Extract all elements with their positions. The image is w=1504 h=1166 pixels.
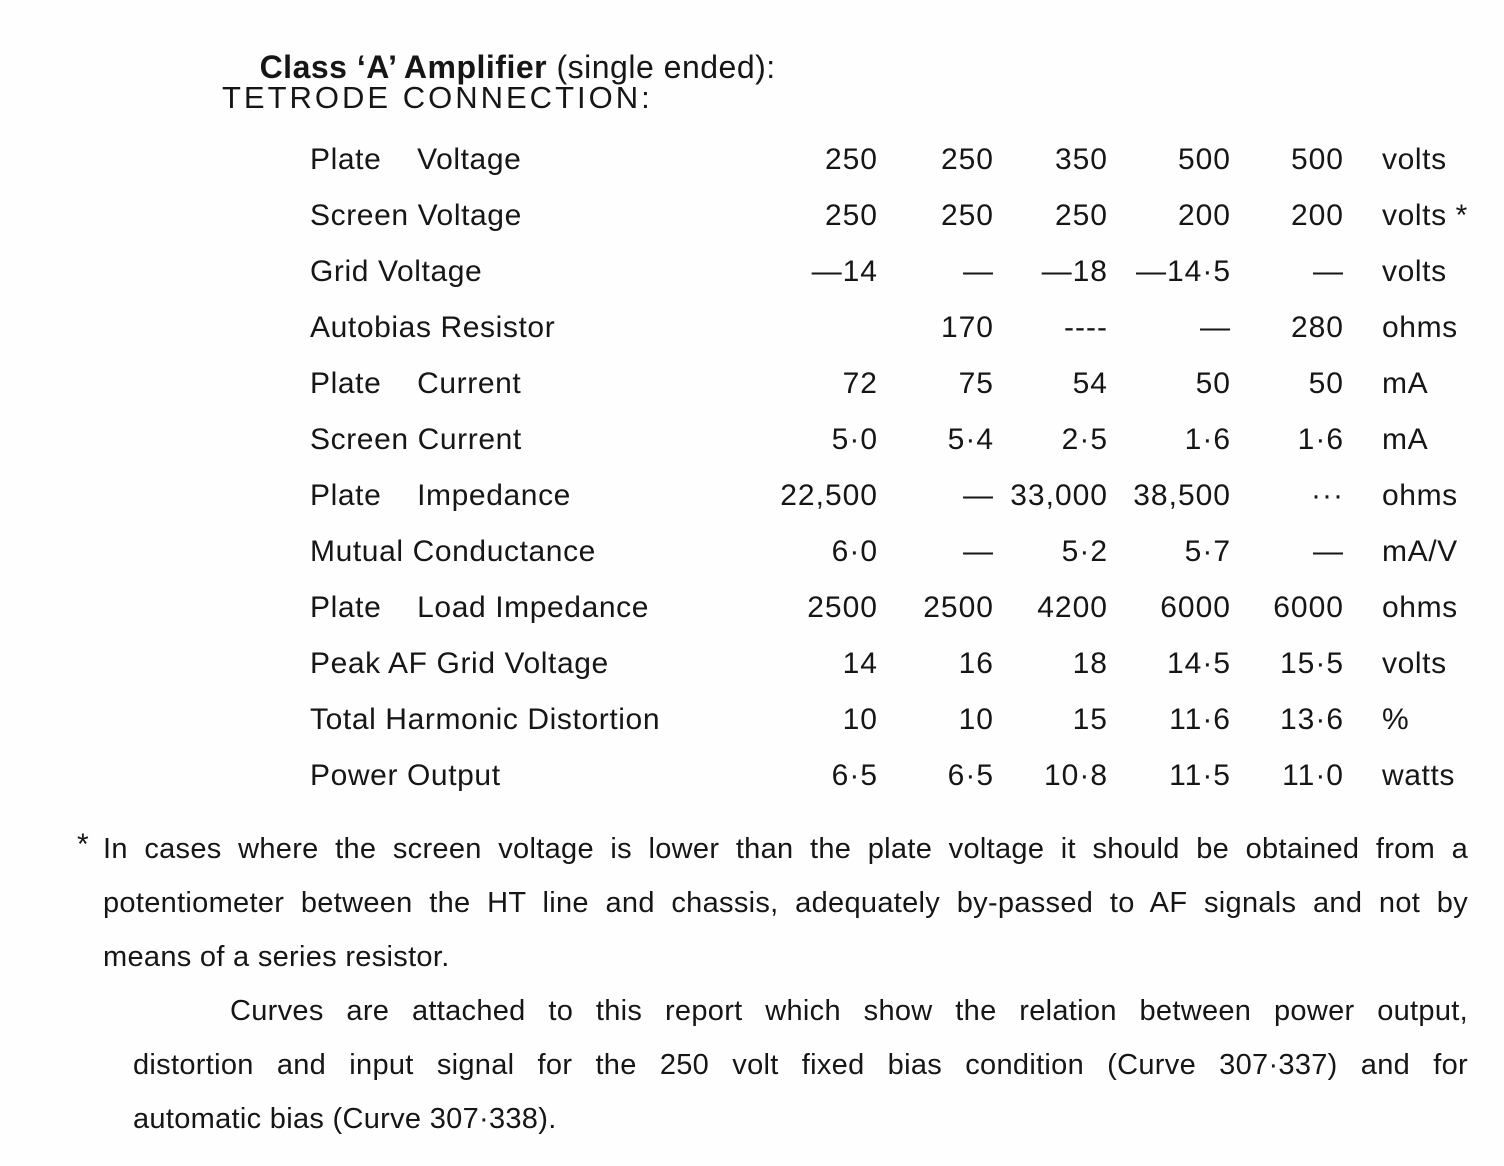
- row-unit: ohms: [1382, 479, 1458, 512]
- row-label: Power Output: [310, 759, 501, 792]
- paragraph-line: automatic bias (Curve 307·338).: [133, 1103, 557, 1135]
- row-label: Grid Voltage: [310, 255, 483, 288]
- row-value: 250: [940, 143, 994, 176]
- row-value: 10: [842, 703, 878, 736]
- row-label: Autobias Resistor: [310, 311, 556, 344]
- row-unit: volts: [1382, 143, 1447, 176]
- table-row: [310, 692, 1494, 748]
- row-value: ----: [1064, 311, 1108, 344]
- row-unit: volts: [1382, 647, 1447, 680]
- row-value: 2500: [807, 591, 878, 624]
- row-value: 250: [824, 143, 878, 176]
- row-unit: ohms: [1382, 311, 1458, 344]
- table-row: [310, 188, 1494, 244]
- row-label: Plate Current: [310, 367, 522, 400]
- row-value: 10: [958, 703, 994, 736]
- table-row: [310, 580, 1494, 636]
- row-value: 5·2: [1061, 535, 1108, 568]
- row-value: 250: [940, 199, 994, 232]
- footnote-line: In cases where the screen voltage is lower than the plate voltage it should be obtained from a: [103, 833, 1468, 865]
- row-value: 2500: [923, 591, 994, 624]
- row-value: 5·7: [1184, 535, 1231, 568]
- footnote-line: means of a series resistor.: [103, 941, 450, 973]
- row-label: Total Harmonic Distortion: [310, 703, 661, 736]
- row-value: 500: [1177, 143, 1231, 176]
- row-value: 72: [842, 367, 878, 400]
- row-value: 14: [842, 647, 878, 680]
- row-value: 250: [824, 199, 878, 232]
- row-value: ···: [1311, 479, 1344, 512]
- row-unit: mA/V: [1382, 535, 1458, 568]
- row-value: 1·6: [1184, 423, 1231, 456]
- table-row: [310, 636, 1494, 692]
- row-value: 200: [1177, 199, 1231, 232]
- row-value: —14: [811, 255, 878, 288]
- table-row: [310, 132, 1494, 188]
- row-value: —: [1200, 311, 1231, 344]
- row-value: 18: [1072, 647, 1108, 680]
- row-value: 15·5: [1279, 647, 1344, 680]
- section-heading: TETRODE CONNECTION:: [222, 80, 653, 115]
- row-unit: mA: [1382, 367, 1429, 400]
- row-value: 11·6: [1169, 703, 1231, 736]
- spec-table: [310, 132, 1494, 804]
- page-title-bold: Class ‘A’ Amplifier: [259, 49, 548, 85]
- row-value: 6·5: [947, 759, 994, 792]
- table-row: [310, 468, 1494, 524]
- row-unit: ohms: [1382, 591, 1458, 624]
- table-row: [310, 244, 1494, 300]
- row-value: —: [963, 535, 994, 568]
- row-value: 10·8: [1043, 759, 1108, 792]
- table-row: [310, 524, 1494, 580]
- row-unit: volts: [1382, 255, 1447, 288]
- row-value: 500: [1290, 143, 1344, 176]
- row-value: 5·0: [831, 423, 878, 456]
- row-value: 170: [940, 311, 994, 344]
- row-value: 13·6: [1279, 703, 1344, 736]
- row-value: 75: [958, 367, 994, 400]
- row-value: 54: [1072, 367, 1108, 400]
- table-row: [310, 300, 1494, 356]
- row-unit: mA: [1382, 423, 1429, 456]
- row-label: Peak AF Grid Voltage: [310, 647, 609, 680]
- body-paragraph: [133, 984, 1468, 1146]
- row-value: 1·6: [1297, 423, 1344, 456]
- row-unit: watts: [1382, 759, 1456, 792]
- row-label: Plate Impedance: [310, 479, 571, 512]
- row-value: 280: [1290, 311, 1344, 344]
- row-value: 5·4: [947, 423, 994, 456]
- row-value: 350: [1054, 143, 1108, 176]
- footnote: [77, 822, 1468, 984]
- row-label: Screen Current: [310, 423, 522, 456]
- row-label: Mutual Conductance: [310, 535, 596, 568]
- row-value: 38,500: [1133, 479, 1231, 512]
- table-row: [310, 748, 1494, 804]
- row-value: —: [1313, 255, 1344, 288]
- row-value: 14·5: [1166, 647, 1231, 680]
- row-value: —: [1313, 535, 1344, 568]
- page-title-rest: (single ended):: [547, 49, 776, 85]
- row-value: —: [963, 255, 994, 288]
- row-value: 6000: [1273, 591, 1344, 624]
- row-value: 11·5: [1169, 759, 1231, 792]
- row-value: 2·5: [1061, 423, 1108, 456]
- row-value: 33,000: [1010, 479, 1108, 512]
- row-value: 6·0: [831, 535, 878, 568]
- row-value: 6·5: [831, 759, 878, 792]
- row-value: 11·0: [1282, 759, 1344, 792]
- row-label: Plate Load Impedance: [310, 591, 650, 624]
- row-value: —18: [1041, 255, 1108, 288]
- paragraph-line: Curves are attached to this report which show the relation between power output,: [230, 995, 1468, 1027]
- row-value: 15: [1072, 703, 1108, 736]
- row-value: 250: [1054, 199, 1108, 232]
- row-label: Screen Voltage: [310, 199, 522, 232]
- row-value: 200: [1290, 199, 1344, 232]
- row-value: 16: [958, 647, 994, 680]
- row-value: 50: [1195, 367, 1231, 400]
- table-row: [310, 412, 1494, 468]
- row-value: —14·5: [1135, 255, 1231, 288]
- row-value: 4200: [1037, 591, 1108, 624]
- row-unit: %: [1382, 703, 1410, 736]
- row-unit: volts *: [1382, 199, 1468, 232]
- row-value: 6000: [1160, 591, 1231, 624]
- table-row: [310, 356, 1494, 412]
- row-value: 50: [1308, 367, 1344, 400]
- paragraph-line: distortion and input signal for the 250 volt fixed bias condition (Curve 307·337) and for: [133, 1049, 1468, 1081]
- asterisk-icon: *: [77, 828, 89, 861]
- row-label: Plate Voltage: [310, 143, 522, 176]
- footnote-line: potentiometer between the HT line and chassis, adequately by-passed to AF signals and not by: [103, 887, 1468, 919]
- row-value: 22,500: [780, 479, 878, 512]
- row-value: —: [963, 479, 994, 512]
